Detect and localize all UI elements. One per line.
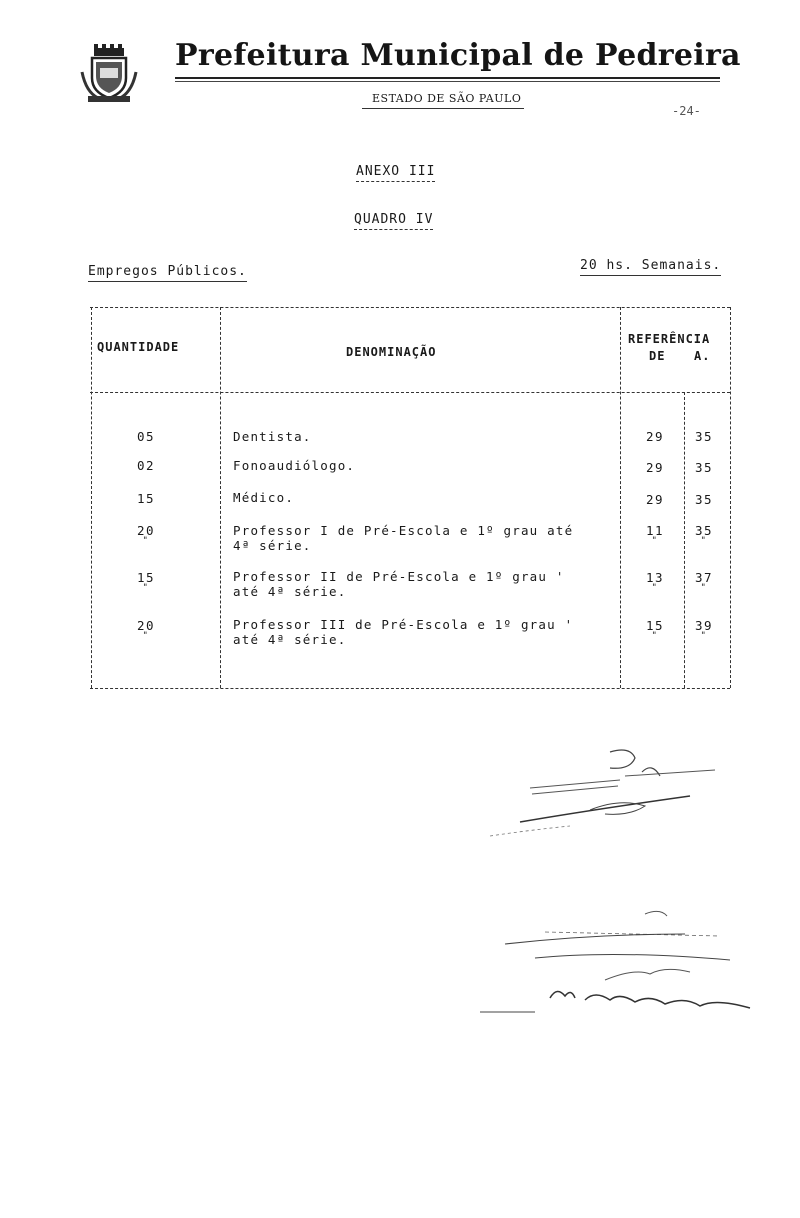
table-cell-ref-de: 13 " <box>640 571 670 593</box>
table-cell-ref-de: 29 <box>645 460 665 475</box>
ditto-mark: " <box>651 583 659 593</box>
table-cell-quantity: 15 " <box>126 571 166 593</box>
table-top-border <box>90 307 730 308</box>
category-label: Empregos Públicos. <box>88 264 247 282</box>
table-left-border <box>91 307 92 688</box>
table-cell-ref-de: 11 " <box>640 524 670 546</box>
table-cell-quantity: 20 " <box>126 524 166 546</box>
table-cell-ref-de: 29 <box>645 492 665 507</box>
state-underline <box>362 108 524 109</box>
annex-heading: ANEXO III <box>356 164 435 179</box>
quadro-heading: QUADRO IV <box>354 212 433 227</box>
table-cell-ref-de: 29 <box>645 429 665 444</box>
column-divider <box>620 307 621 688</box>
table-cell-quantity: 15 <box>136 491 156 506</box>
header-referencia: REFERÊNCIA <box>628 332 711 346</box>
title-underline <box>175 77 720 79</box>
title-underline-thin <box>175 81 720 82</box>
table-cell-quantity: 05 <box>136 429 156 444</box>
table-cell-quantity: 20 " <box>126 619 166 641</box>
header-denominacao: DENOMINAÇÃO <box>346 345 437 359</box>
table-cell-denomination-line1: Professor I de Pré-Escola e 1º grau até <box>233 523 574 538</box>
signature-2 <box>475 900 760 1025</box>
table-cell-ref-a: 35 <box>694 460 714 475</box>
header-de: DE <box>649 349 666 363</box>
page-number: -24- <box>672 104 701 118</box>
header-quantidade: QUANTIDADE <box>97 340 180 354</box>
table-cell-ref-a: 35 <box>694 492 714 507</box>
table-cell-quantity: 02 <box>136 458 156 473</box>
table-cell-denomination-line2: 4ª série. <box>233 538 312 553</box>
table-cell-ref-de: 15 " <box>640 619 670 641</box>
table-bottom-border <box>90 688 730 689</box>
ditto-mark: " <box>142 536 150 546</box>
table-header-divider <box>90 392 730 393</box>
ditto-mark: " <box>700 631 708 641</box>
header-a: A. <box>694 349 711 363</box>
ditto-mark: " <box>700 583 708 593</box>
ditto-mark: " <box>651 536 659 546</box>
ditto-mark: " <box>651 631 659 641</box>
table-cell-ref-a: 39 " <box>689 619 719 641</box>
table-cell-denomination-line1: Professor II de Pré-Escola e 1º grau ' <box>233 569 565 584</box>
table-cell-ref-a: 35 <box>694 429 714 444</box>
page-title: Prefeitura Municipal de Pedreira <box>175 38 741 73</box>
table-right-border <box>730 307 731 688</box>
table-cell-denomination-line2: até 4ª série. <box>233 584 347 599</box>
table-cell-ref-a: 37 " <box>689 571 719 593</box>
hours-label: 20 hs. Semanais. <box>580 258 721 276</box>
ditto-mark: " <box>700 536 708 546</box>
table-cell-denomination-line1: Professor III de Pré-Escola e 1º grau ' <box>233 617 574 632</box>
ditto-mark: " <box>142 583 150 593</box>
column-divider <box>220 307 221 688</box>
table-cell-denomination: Fonoaudiólogo. <box>233 458 356 473</box>
state-subtitle: ESTADO DE SÃO PAULO <box>372 92 522 105</box>
signature-stamp-1 <box>470 740 730 850</box>
coat-of-arms-icon <box>78 42 140 104</box>
column-divider <box>684 392 685 688</box>
ditto-mark: " <box>142 631 150 641</box>
table-cell-ref-a: 35 " <box>689 524 719 546</box>
table-cell-denomination: Médico. <box>233 490 295 505</box>
table-cell-denomination: Dentista. <box>233 429 312 444</box>
table-cell-denomination-line2: até 4ª série. <box>233 632 347 647</box>
